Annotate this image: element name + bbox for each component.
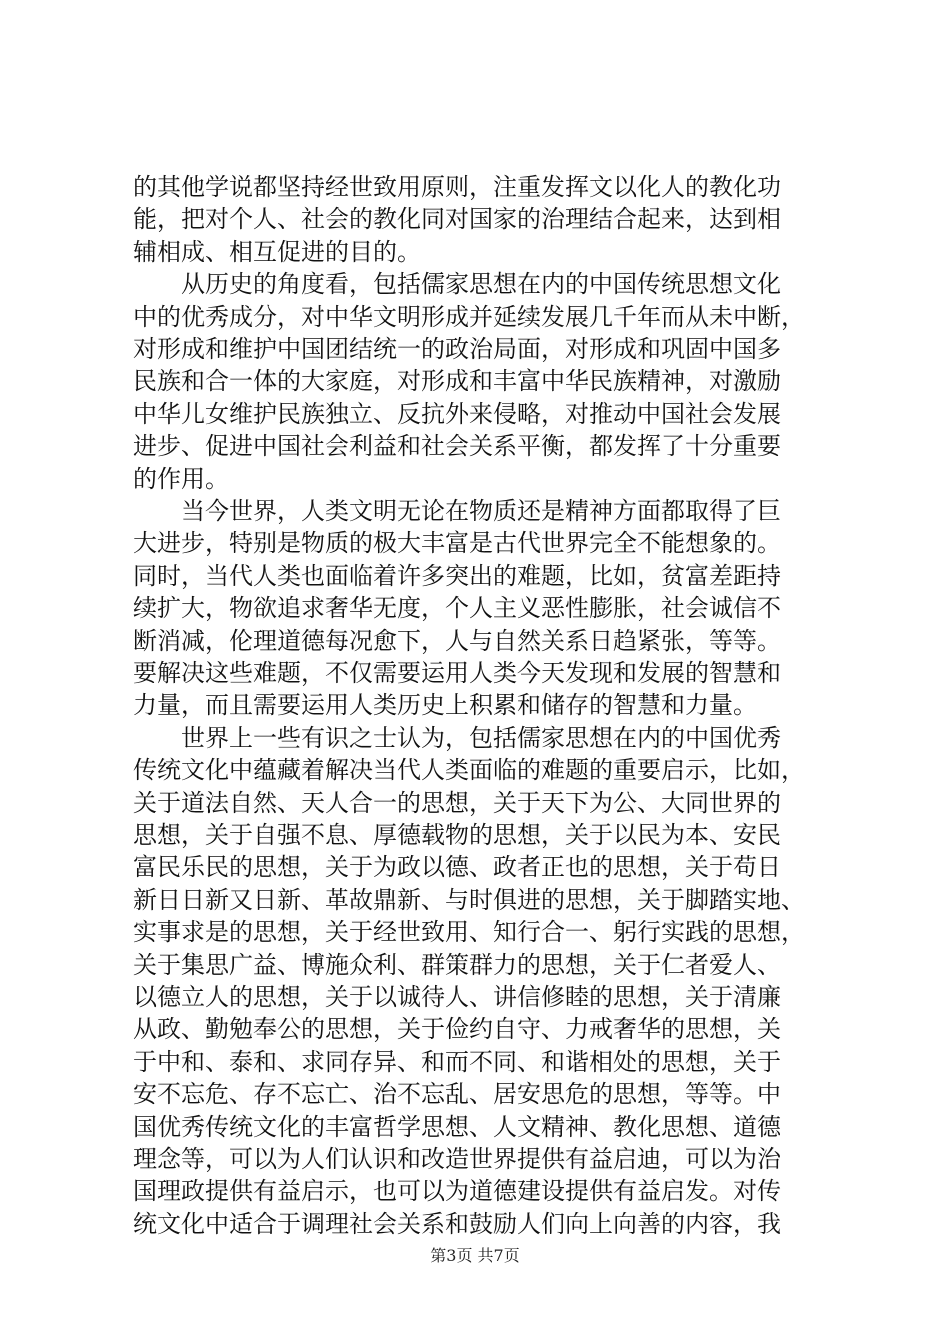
text-line: 理念等，可以为人们认识和改造世界提供有益启迪，可以为治	[133, 1145, 781, 1173]
text-line: 以德立人的思想，关于以诚待人、讲信修睦的思想，关于清廉	[133, 983, 781, 1011]
text-line: 于中和、泰和、求同存异、和而不同、和谐相处的思想，关于	[133, 1048, 781, 1076]
text-line: 统文化中适合于调理社会关系和鼓励人们向上向善的内容，我	[133, 1210, 781, 1238]
text-line: 断消减，伦理道德每况愈下，人与自然关系日趋紧张，等等。	[133, 627, 781, 655]
text-line: 国优秀传统文化的丰富哲学思想、人文精神、教化思想、道德	[133, 1113, 781, 1141]
text-line: 传统文化中蕴藏着解决当代人类面临的难题的重要启示，比如，	[133, 756, 805, 784]
text-line: 对形成和维护中国团结统一的政治局面，对形成和巩固中国多	[133, 335, 781, 363]
text-line: 大进步，特别是物质的极大丰富是古代世界完全不能想象的。	[133, 529, 781, 557]
text-line: 进步、促进中国社会利益和社会关系平衡，都发挥了十分重要	[133, 432, 781, 460]
text-line: 当今世界，人类文明无论在物质还是精神方面都取得了巨	[133, 497, 781, 525]
text-line: 国理政提供有益启示，也可以为道德建设提供有益启发。对传	[133, 1177, 781, 1205]
text-line: 续扩大，物欲追求奢华无度，个人主义恶性膨胀，社会诚信不	[133, 594, 781, 622]
text-line: 新日日新又日新、革故鼎新、与时俱进的思想，关于脚踏实地、	[133, 886, 805, 914]
page-footer: 第3页 共7页	[430, 1246, 520, 1265]
text-line: 关于集思广益、博施众利、群策群力的思想，关于仁者爱人、	[133, 951, 781, 979]
text-line: 从政、勤勉奉公的思想，关于俭约自守、力戒奢华的思想，关	[133, 1015, 781, 1043]
text-line: 安不忘危、存不忘亡、治不忘乱、居安思危的思想，等等。中	[133, 1080, 781, 1108]
text-line: 民族和合一体的大家庭，对形成和丰富中华民族精神，对激励	[133, 367, 781, 395]
text-line: 辅相成、相互促进的目的。	[133, 238, 421, 266]
text-line: 从历史的角度看，包括儒家思想在内的中国传统思想文化	[133, 270, 781, 298]
text-line: 要解决这些难题，不仅需要运用人类今天发现和发展的智慧和	[133, 659, 781, 687]
text-line: 的其他学说都坚持经世致用原则，注重发挥文以化人的教化功	[133, 173, 781, 201]
text-line: 富民乐民的思想，关于为政以德、政者正也的思想，关于苟日	[133, 853, 781, 881]
text-line: 力量，而且需要运用人类历史上积累和储存的智慧和力量。	[133, 691, 757, 719]
text-line: 关于道法自然、天人合一的思想，关于天下为公、大同世界的	[133, 789, 781, 817]
text-line: 同时，当代人类也面临着许多突出的难题，比如，贫富差距持	[133, 562, 781, 590]
text-line: 的作用。	[133, 465, 229, 493]
text-line: 中的优秀成分，对中华文明形成并延续发展几千年而从未中断，	[133, 303, 805, 331]
text-line: 世界上一些有识之士认为，包括儒家思想在内的中国优秀	[133, 724, 781, 752]
text-line: 实事求是的思想，关于经世致用、知行合一、躬行实践的思想，	[133, 918, 805, 946]
text-line: 中华儿女维护民族独立、反抗外来侵略，对推动中国社会发展	[133, 400, 781, 428]
text-line: 思想，关于自强不息、厚德载物的思想，关于以民为本、安民	[133, 821, 781, 849]
text-line: 能，把对个人、社会的教化同对国家的治理结合起来，达到相	[133, 205, 781, 233]
